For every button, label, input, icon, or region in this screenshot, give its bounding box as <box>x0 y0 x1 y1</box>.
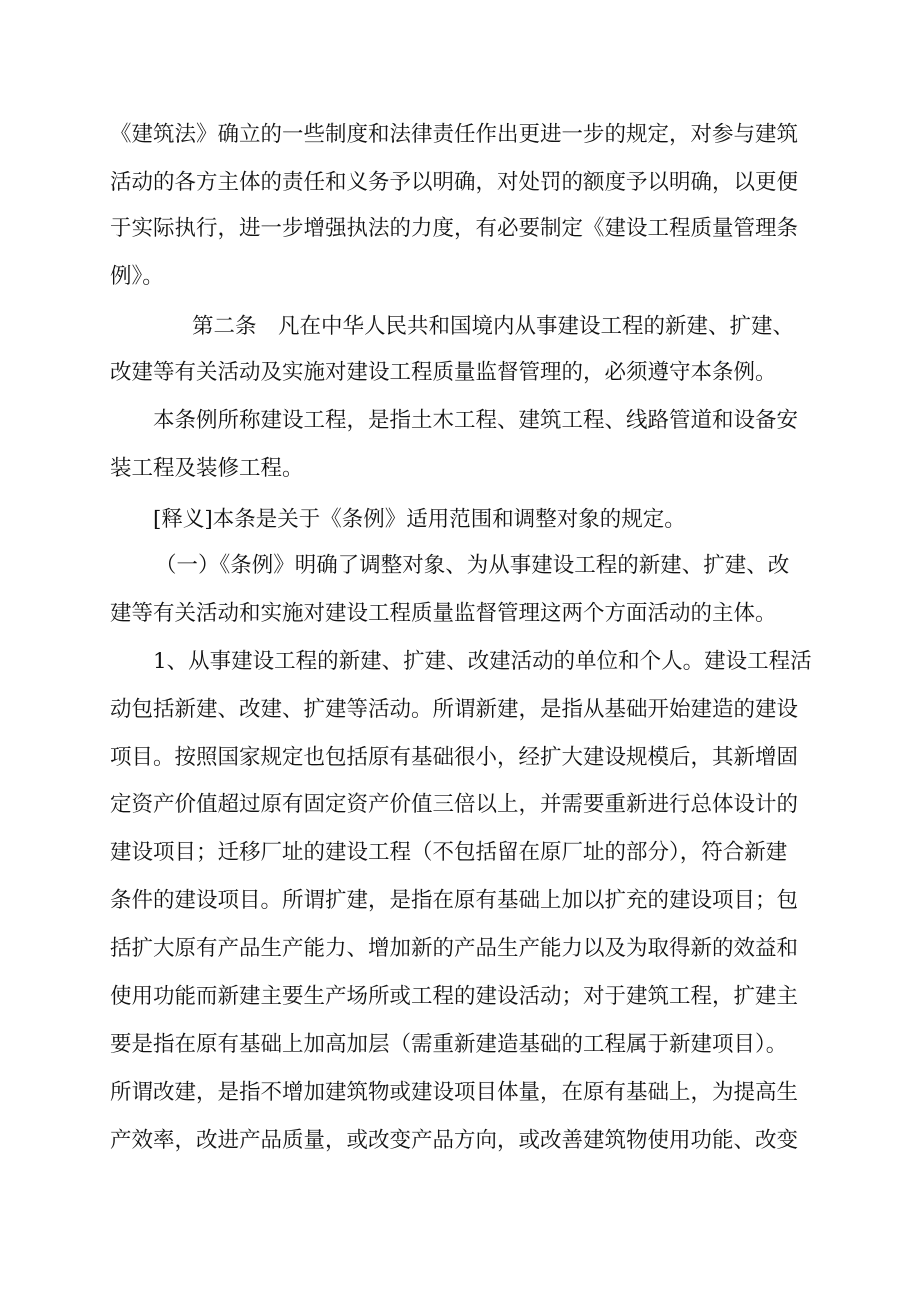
text-line: 装工程及装修工程。 <box>110 456 304 481</box>
text-line: 例》。 <box>110 264 164 289</box>
text-line: 于实际执行，进一步增强执法的力度，有必要制定《建设工程质量管理条 <box>110 216 799 241</box>
text-line: 活动的各方主体的责任和义务予以明确，对处罚的额度予以明确，以更便 <box>110 170 799 195</box>
text-line: 建设项目；迁移厂址的建设工程（不包括留在原厂址的部分），符合新建 <box>110 840 788 865</box>
text-line: 使用功能而新建主要生产场所或工程的建设活动；对于建筑工程，扩建主 <box>110 984 799 1009</box>
text-line: 改建等有关活动及实施对建设工程质量监督管理的，必须遵守本条例。 <box>110 360 777 385</box>
text-line: 建等有关活动和实施对建设工程质量监督管理这两个方面活动的主体。 <box>110 601 777 626</box>
paragraph-start-line: 本条例所称建设工程，是指土木工程、建筑工程、线路管道和设备安 <box>153 408 799 433</box>
text-line: 条件的建设项目。所谓扩建，是指在原有基础上加以扩充的建设项目；包 <box>110 888 799 913</box>
paragraph-start-line: 1、从事建设工程的新建、扩建、改建活动的单位和个人。建设工程活 <box>153 649 812 674</box>
interpretation-line: [释义]本条是关于《条例》适用范围和调整对象的规定。 <box>153 507 686 532</box>
text-line: 动包括新建、改建、扩建等活动。所谓新建，是指从基础开始建造的建设 <box>110 697 799 722</box>
section-heading-line: （一）《条例》明确了调整对象、为从事建设工程的新建、扩建、改 <box>155 553 790 578</box>
text-line: 要是指在原有基础上加高加层（需重新建造基础的工程属于新建项目）。 <box>110 1032 788 1057</box>
text-line: 产效率，改进产品质量，或改变产品方向，或改善建筑物使用功能、改变 <box>110 1128 799 1153</box>
text-line: 所谓改建，是指不增加建筑物或建设项目体量，在原有基础上，为提高生 <box>110 1080 799 1105</box>
text-line: 项目。按照国家规定也包括原有基础很小，经扩大建设规模后，其新增固 <box>110 745 799 770</box>
article-heading-line: 第二条 凡在中华人民共和国境内从事建设工程的新建、扩建、 <box>192 314 795 339</box>
text-line: 括扩大原有产品生产能力、增加新的产品生产能力以及为取得新的效益和 <box>110 936 799 961</box>
text-line: 定资产价值超过原有固定资产价值三倍以上，并需要重新进行总体设计的 <box>110 792 799 817</box>
text-line: 《建筑法》确立的一些制度和法律责任作出更进一步的规定，对参与建筑 <box>110 122 799 147</box>
